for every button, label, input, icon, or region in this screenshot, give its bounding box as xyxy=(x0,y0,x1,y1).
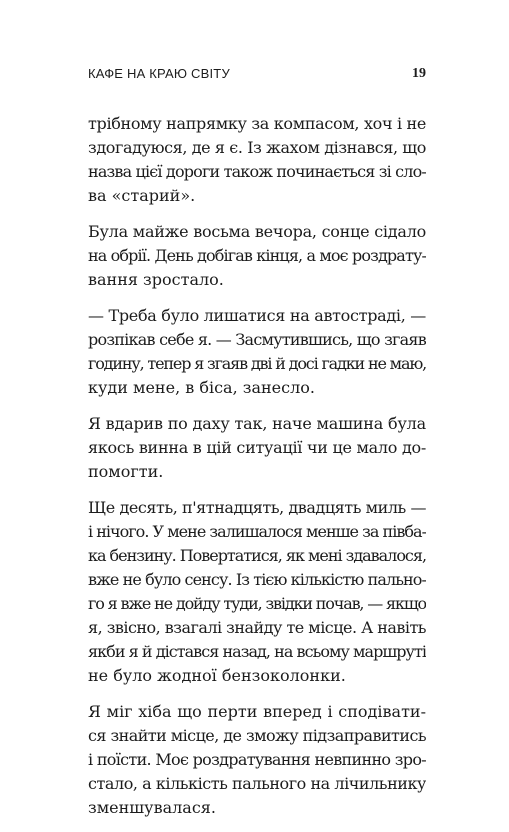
body-text xyxy=(88,112,426,832)
text-line: вання зростало. xyxy=(88,270,224,289)
text-line: і нічого. У мене залишалося менше за півба- xyxy=(88,522,426,541)
text-line: на обрії. День добігав кінця, а моє роздрату- xyxy=(88,246,426,265)
text-line: Була майже восьма вечора, сонце сідало xyxy=(88,222,426,241)
page-number: 19 xyxy=(412,66,426,81)
text-line: стало, а кількість пального на лічильнику xyxy=(88,774,426,793)
text-line: ка бензину. Повертатися, як мені здавалося, xyxy=(88,546,426,565)
running-header xyxy=(88,66,426,86)
text-line: ся знайти місце, де зможу підзаправитись xyxy=(88,726,426,745)
text-line: Я міг хіба що перти вперед і сподівати- xyxy=(88,702,426,721)
text-line: Я вдарив по даху так, наче машина була xyxy=(88,414,426,433)
paragraph-3 xyxy=(88,304,426,400)
text-line: помогти. xyxy=(88,462,164,481)
text-line: вже не було сенсу. Із тією кількістю пально- xyxy=(88,570,426,589)
text-line: — Треба було лишатися на автостраді, — xyxy=(88,306,426,325)
text-line: куди мене, в біса, занесло. xyxy=(88,378,315,397)
text-line: зменшувалася. xyxy=(88,798,216,817)
text-line: трібному напрямку за компасом, хоч і не xyxy=(88,114,426,133)
text-line: і поїсти. Моє роздратування невпинно зро- xyxy=(88,750,426,769)
text-line: здогадуюся, де я є. Із жахом дізнався, що xyxy=(88,138,426,157)
paragraph-2 xyxy=(88,220,426,292)
text-line: ва «старий». xyxy=(88,186,196,205)
text-line: годину, тепер я згаяв дві й досі гадки не маю, xyxy=(88,354,426,373)
text-line: якби я й дістався назад, на всьому маршруті xyxy=(88,642,426,661)
text-line: розпікав себе я. — Засмутившись, що згаяв xyxy=(88,330,426,349)
text-line: я, звісно, взагалі знайду те місце. А навіть xyxy=(88,618,426,637)
text-line: го я вже не дойду туди, звідки почав, — якщо xyxy=(88,594,426,613)
text-line: назва цієї дороги також починається зі сло- xyxy=(88,162,426,181)
paragraph-5 xyxy=(88,496,426,688)
paragraph-4 xyxy=(88,412,426,484)
paragraph-1 xyxy=(88,112,426,208)
text-line: не було жодної бензоколонки. xyxy=(88,666,346,685)
text-line: якось винна в цій ситуації чи це мало до- xyxy=(88,438,426,457)
text-line: Ще десять, п'ятнадцять, двадцять миль — xyxy=(88,498,426,517)
book-title: КАФЕ НА КРАЮ СВІТУ xyxy=(88,66,230,81)
paragraph-6 xyxy=(88,700,426,820)
